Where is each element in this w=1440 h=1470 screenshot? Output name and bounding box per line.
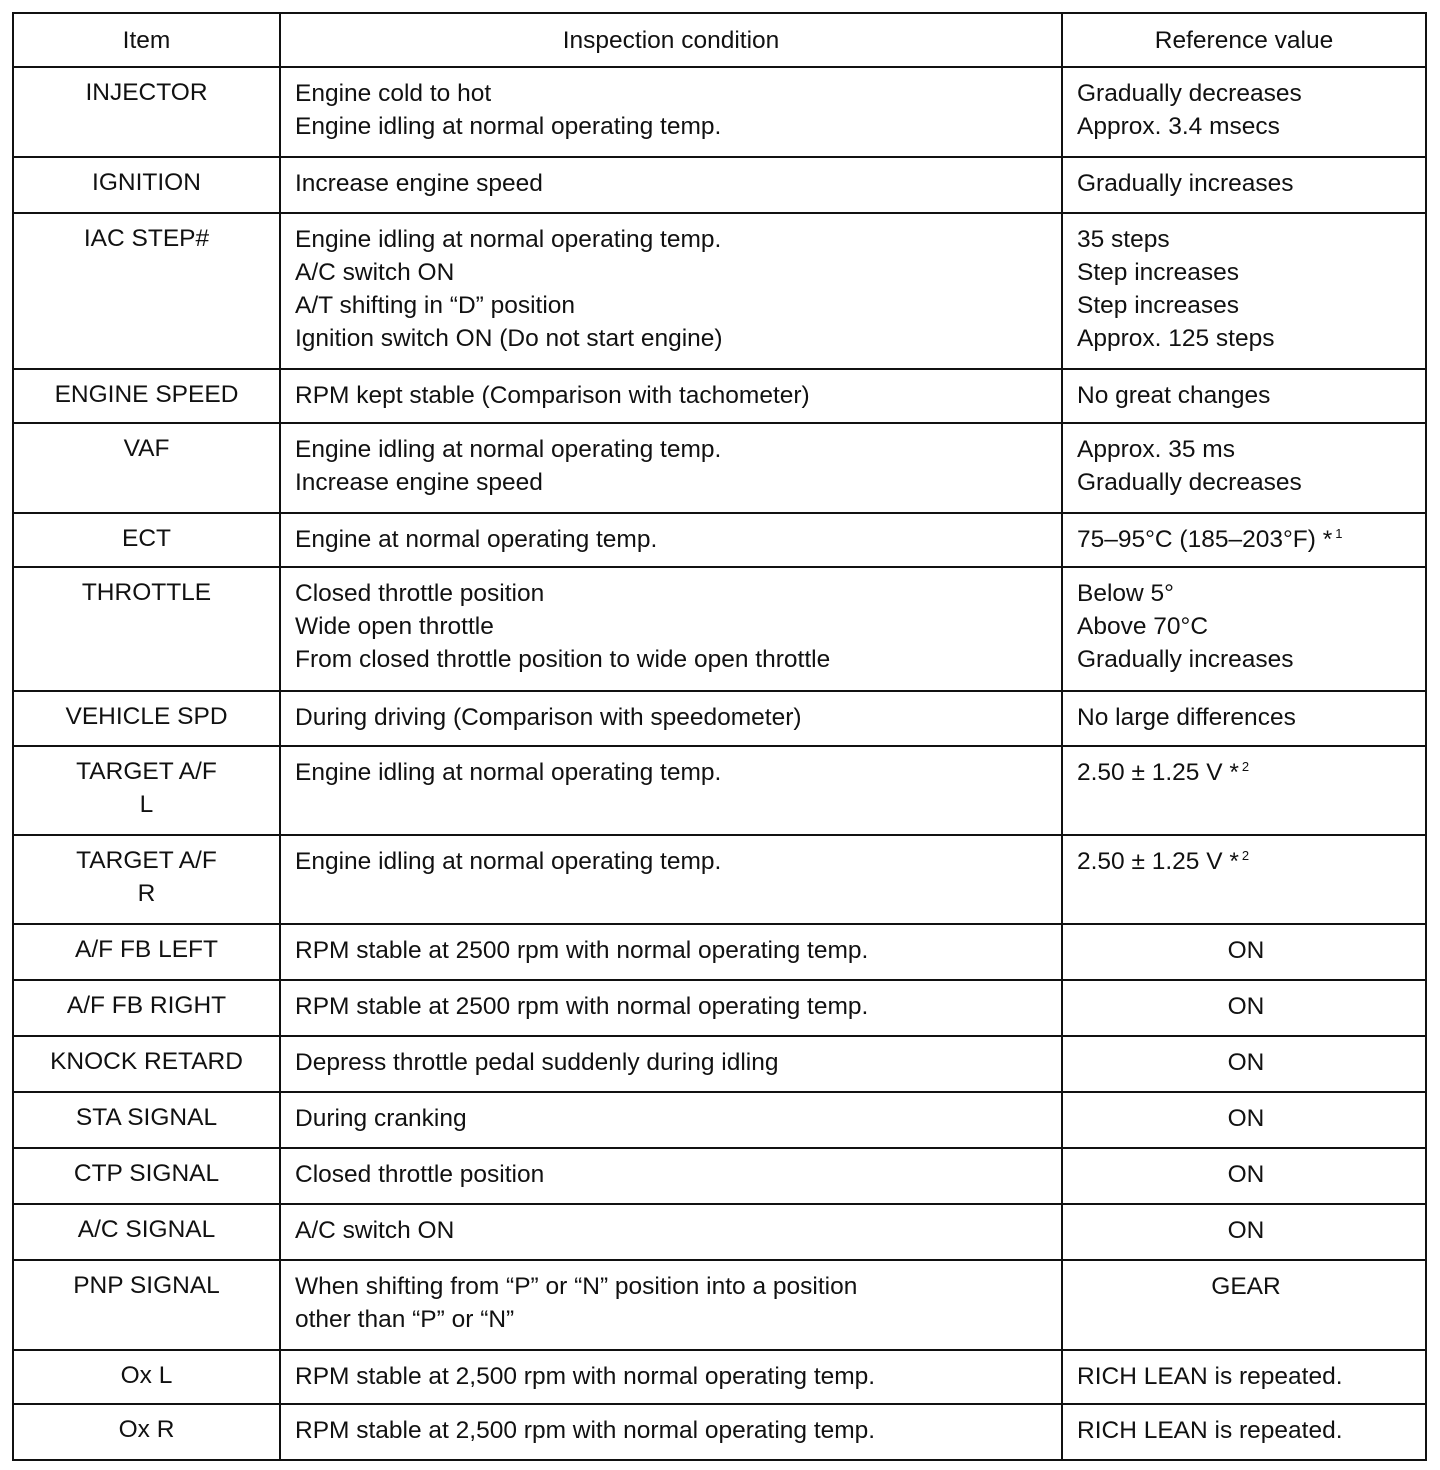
table-row: [13, 746, 1426, 835]
table-row: [13, 1036, 1426, 1092]
reference-cell-line: Gradually decreases: [1077, 469, 1302, 496]
item-cell-line: ECT: [122, 525, 171, 552]
table-row: [13, 157, 1426, 213]
condition-cell-line: Wide open throttle: [295, 613, 494, 640]
condition-cell-line: Engine idling at normal operating temp.: [295, 848, 722, 875]
reference-cell: [1062, 1204, 1426, 1260]
reference-cell: [1062, 1036, 1426, 1092]
condition-cell: [280, 1404, 1062, 1460]
condition-cell-line: Engine idling at normal operating temp.: [295, 759, 722, 786]
condition-cell-line: Engine cold to hot: [295, 80, 492, 107]
item-cell: [13, 567, 280, 691]
reference-cell-line: 75–95°C (185–203°F) *: [1077, 526, 1333, 553]
condition-cell-line: During cranking: [295, 1105, 467, 1132]
item-cell: [13, 1036, 280, 1092]
condition-cell: [280, 423, 1062, 513]
condition-cell: [280, 1260, 1062, 1350]
inspection-table: [12, 12, 1427, 1461]
reference-cell-line: ON: [1227, 1105, 1265, 1132]
condition-cell-line: Increase engine speed: [295, 170, 543, 197]
header-inspection-condition: Inspection condition: [280, 13, 1062, 67]
condition-cell: [280, 746, 1062, 835]
reference-cell-line: No great changes: [1077, 382, 1271, 409]
reference-cell-line: Gradually decreases: [1077, 80, 1302, 107]
reference-cell-line: 35 steps: [1077, 226, 1170, 253]
item-cell: [13, 691, 280, 746]
table-row: [13, 1204, 1426, 1260]
item-cell: [13, 67, 280, 157]
item-cell-line: INJECTOR: [85, 79, 208, 106]
table-row: [13, 1260, 1426, 1350]
item-cell: [13, 1092, 280, 1148]
item-cell-line: STA SIGNAL: [75, 1104, 218, 1131]
table-row: [13, 67, 1426, 157]
condition-cell: [280, 980, 1062, 1036]
reference-cell-line: ON: [1227, 1217, 1265, 1244]
reference-cell-line: 2.50 ± 1.25 V *: [1077, 848, 1239, 875]
table-row: [13, 924, 1426, 980]
table-row: [13, 423, 1426, 513]
reference-cell: [1062, 213, 1426, 369]
item-cell: [13, 423, 280, 513]
condition-cell-line: Ignition switch ON (Do not start engine): [295, 325, 723, 352]
item-cell-line: A/C SIGNAL: [77, 1216, 216, 1243]
reference-cell-line: Step increases: [1077, 292, 1240, 319]
reference-cell-line: Below 5°: [1077, 580, 1174, 607]
table-row: [13, 1092, 1426, 1148]
item-cell-line: VAF: [123, 435, 170, 462]
item-cell: [13, 980, 280, 1036]
table-row: [13, 1350, 1426, 1404]
condition-cell-line: RPM stable at 2,500 rpm with normal operating temp.: [295, 1363, 876, 1390]
table-row: [13, 1148, 1426, 1204]
condition-cell: [280, 213, 1062, 369]
item-cell-line: KNOCK RETARD: [50, 1048, 243, 1075]
condition-cell: [280, 567, 1062, 691]
condition-cell: [280, 1148, 1062, 1204]
reference-cell: [1062, 835, 1426, 924]
reference-cell-line: GEAR: [1211, 1273, 1281, 1300]
item-cell-line: VEHICLE SPD: [65, 703, 228, 730]
reference-cell: [1062, 1404, 1426, 1460]
condition-cell-line: Depress throttle pedal suddenly during idling: [295, 1049, 779, 1076]
item-cell-line: ENGINE SPEED: [54, 381, 239, 408]
item-cell: [13, 1350, 280, 1404]
reference-cell-line: No large differences: [1077, 704, 1296, 731]
header-row: [13, 13, 1426, 67]
condition-cell-line: Engine idling at normal operating temp.: [295, 113, 722, 140]
item-cell: [13, 924, 280, 980]
condition-cell-line: A/C switch ON: [295, 1217, 455, 1244]
condition-cell-line: Engine idling at normal operating temp.: [295, 226, 722, 253]
reference-cell-line: ON: [1227, 1161, 1265, 1188]
condition-cell-line: RPM kept stable (Comparison with tachometer): [295, 382, 810, 409]
reference-cell: [1062, 369, 1426, 423]
reference-cell-line: RICH LEAN is repeated.: [1077, 1417, 1343, 1444]
item-cell-line: A/F FB LEFT: [75, 936, 218, 963]
condition-cell-line: A/C switch ON: [295, 259, 455, 286]
condition-cell: [280, 157, 1062, 213]
item-cell: [13, 513, 280, 567]
reference-cell: [1062, 746, 1426, 835]
reference-cell: [1062, 1148, 1426, 1204]
item-cell-line: TARGET A/F: [76, 847, 217, 874]
reference-cell: [1062, 1350, 1426, 1404]
reference-cell: [1062, 67, 1426, 157]
condition-cell: [280, 835, 1062, 924]
item-cell-line: L: [139, 791, 154, 818]
condition-cell-line: Engine idling at normal operating temp.: [295, 436, 722, 463]
reference-cell-line: Gradually increases: [1077, 170, 1294, 197]
condition-cell-line: Increase engine speed: [295, 469, 543, 496]
header-item: Item: [13, 13, 280, 67]
footnote-marker: 2: [1241, 848, 1250, 863]
condition-cell-line: When shifting from “P” or “N” position into a position: [295, 1273, 858, 1300]
condition-cell-line: RPM stable at 2500 rpm with normal operating temp.: [295, 993, 869, 1020]
item-cell: [13, 213, 280, 369]
table-row: [13, 691, 1426, 746]
condition-cell: [280, 1036, 1062, 1092]
reference-cell-line: RICH LEAN is repeated.: [1077, 1363, 1343, 1390]
condition-cell: [280, 924, 1062, 980]
item-cell-line: PNP SIGNAL: [73, 1272, 220, 1299]
reference-cell-line: Approx. 35 ms: [1077, 436, 1235, 463]
reference-cell: [1062, 1260, 1426, 1350]
reference-cell: [1062, 513, 1426, 567]
footnote-marker: 2: [1241, 759, 1250, 774]
reference-cell-line: ON: [1227, 993, 1265, 1020]
condition-cell: [280, 369, 1062, 423]
item-cell-line: Ox R: [118, 1416, 175, 1443]
reference-cell-line: Approx. 125 steps: [1077, 325, 1275, 352]
condition-cell-line: Closed throttle position: [295, 1161, 545, 1188]
condition-cell: [280, 691, 1062, 746]
item-cell: [13, 369, 280, 423]
table-row: [13, 369, 1426, 423]
item-cell: [13, 1404, 280, 1460]
inspection-table-sheet: [12, 12, 1425, 1461]
condition-cell: [280, 1204, 1062, 1260]
item-cell: [13, 1260, 280, 1350]
item-cell-line: Ox L: [120, 1362, 173, 1389]
table-row: [13, 513, 1426, 567]
table-row: [13, 980, 1426, 1036]
table-row: [13, 835, 1426, 924]
reference-cell-line: 2.50 ± 1.25 V *: [1077, 759, 1239, 786]
item-cell-line: IGNITION: [92, 169, 201, 196]
condition-cell-line: During driving (Comparison with speedometer): [295, 704, 802, 731]
item-cell: [13, 835, 280, 924]
condition-cell-line: RPM stable at 2500 rpm with normal operating temp.: [295, 937, 869, 964]
reference-cell: [1062, 423, 1426, 513]
condition-cell-line: RPM stable at 2,500 rpm with normal operating temp.: [295, 1417, 876, 1444]
condition-cell-line: A/T shifting in “D” position: [295, 292, 576, 319]
reference-cell-line: Step increases: [1077, 259, 1240, 286]
item-cell: [13, 1204, 280, 1260]
item-cell-line: IAC STEP#: [83, 225, 210, 252]
item-cell: [13, 1148, 280, 1204]
footnote-marker: 1: [1335, 526, 1343, 541]
item-cell: [13, 746, 280, 835]
condition-cell-line: Engine at normal operating temp.: [295, 526, 658, 553]
reference-cell: [1062, 924, 1426, 980]
condition-cell-line: Closed throttle position: [295, 580, 545, 607]
reference-cell: [1062, 567, 1426, 691]
reference-cell: [1062, 1092, 1426, 1148]
reference-cell-line: ON: [1227, 937, 1265, 964]
table-row: [13, 1404, 1426, 1460]
item-cell-line: R: [137, 880, 156, 907]
table-row: [13, 213, 1426, 369]
item-cell-line: CTP SIGNAL: [73, 1160, 220, 1187]
condition-cell-line: other than “P” or “N”: [295, 1306, 515, 1333]
item-cell: [13, 157, 280, 213]
condition-cell: [280, 67, 1062, 157]
reference-cell-line: Approx. 3.4 msecs: [1077, 113, 1280, 140]
reference-cell-line: Above 70°C: [1077, 613, 1209, 640]
condition-cell: [280, 1092, 1062, 1148]
table-body: [13, 67, 1426, 1460]
reference-cell-line: Gradually increases: [1077, 646, 1294, 673]
reference-cell: [1062, 157, 1426, 213]
item-cell-line: TARGET A/F: [76, 758, 217, 785]
reference-cell: [1062, 691, 1426, 746]
table-row: [13, 567, 1426, 691]
condition-cell-line: From closed throttle position to wide open throttle: [295, 646, 831, 673]
item-cell-line: THROTTLE: [81, 579, 212, 606]
condition-cell: [280, 513, 1062, 567]
header-reference-value: Reference value: [1062, 13, 1426, 67]
reference-cell: [1062, 980, 1426, 1036]
item-cell-line: A/F FB RIGHT: [66, 992, 227, 1019]
condition-cell: [280, 1350, 1062, 1404]
reference-cell-line: ON: [1227, 1049, 1265, 1076]
